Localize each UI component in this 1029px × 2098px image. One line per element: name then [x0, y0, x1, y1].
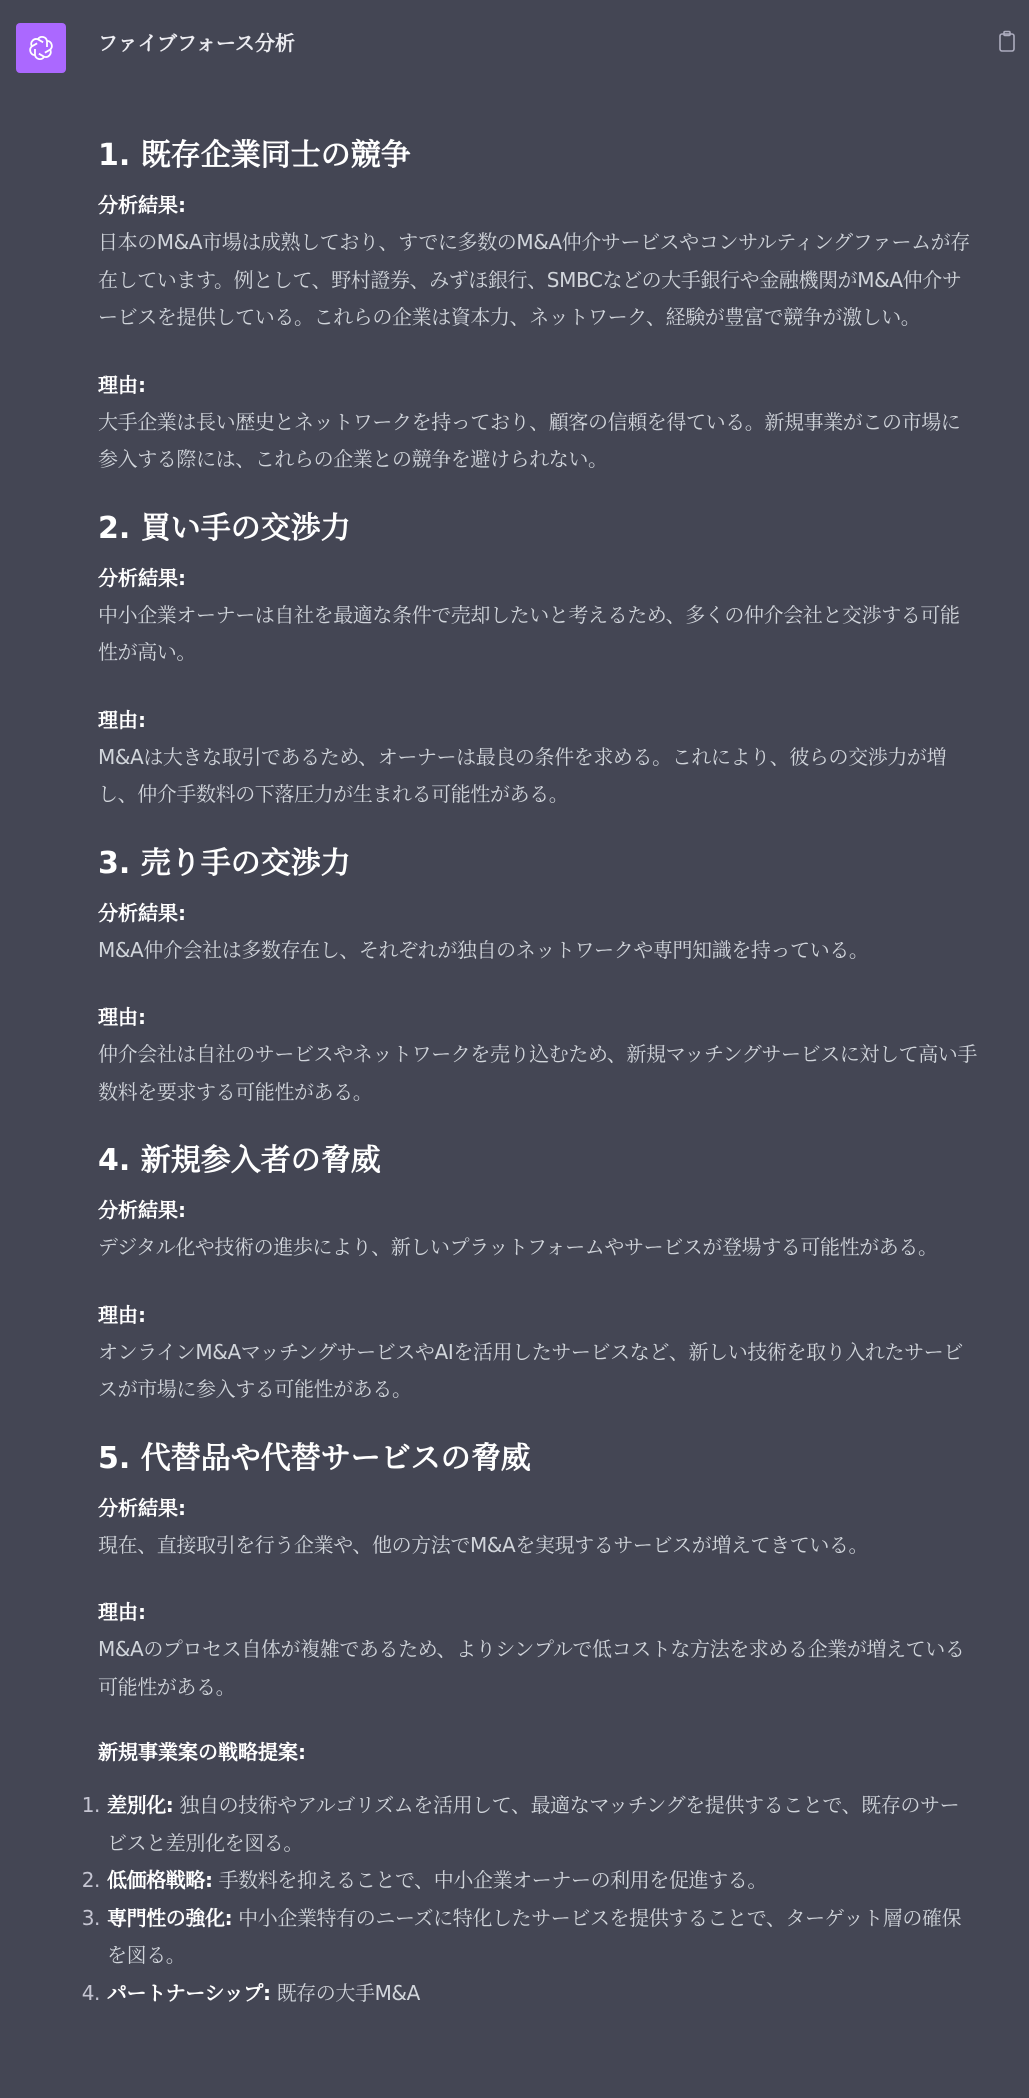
reason-block [98, 367, 978, 479]
result-label: 分析結果: [98, 1198, 186, 1222]
reason-label: 理由: [98, 707, 146, 732]
item-text: 独自の技術やアルゴリズムを活用して、最適なマッチングを提供することで、既存のサービスと差別化を図る。 [107, 1793, 960, 1855]
section-heading: 4. 新規参入者の脅威 [98, 1143, 381, 1178]
section-supplier-power [98, 844, 978, 1112]
clipboard-icon [998, 30, 1016, 52]
list-item [81, 1862, 978, 1900]
strategy-list [81, 1787, 978, 2012]
reason-text: オンラインM&AマッチングサービスやAIを活用したサービスなど、新しい技術を取り入れたサービスが市場に参入する可能性がある。 [98, 1339, 963, 1401]
list-number: 3. [81, 1905, 100, 1930]
list-number: 1. [81, 1793, 100, 1817]
strategy-title: 新規事業案の戦略提案: [98, 1740, 306, 1764]
reason-block [98, 1594, 978, 1706]
list-item [81, 1900, 978, 1975]
reason-text: M&Aのプロセス自体が複雑であるため、よりシンプルで低コストな方法を求める企業が増えている可能性がある。 [98, 1637, 965, 1699]
message-title: ファイブフォース分析 [98, 31, 295, 55]
result-text: M&A仲介会社は多数存在し、それぞれが独自のネットワークや専門知識を持っている。 [98, 937, 869, 962]
section-heading: 5. 代替品や代替サービスの脅威 [98, 1440, 531, 1476]
item-text: 中小企業特有のニーズに特化したサービスを提供することで、ターゲット層の確保を図る。 [107, 1905, 962, 1967]
section-threat-of-substitutes [98, 1439, 978, 1707]
analysis-result-block [98, 1192, 978, 1267]
section-competitive-rivalry [98, 136, 978, 479]
list-number: 4. [81, 1980, 100, 2005]
section-heading: 2. 買い手の交渉力 [98, 510, 351, 546]
item-text: 既存の大手M&A [270, 1980, 420, 2005]
reason-block [98, 702, 978, 814]
section-threat-of-new-entrants [98, 1141, 978, 1409]
reason-label: 理由: [98, 1302, 146, 1327]
reason-block [98, 1297, 978, 1409]
section-buyer-power [98, 509, 978, 814]
result-label: 分析結果: [98, 193, 186, 217]
reason-block [98, 999, 978, 1111]
analysis-result-block [98, 1490, 978, 1565]
item-keyword: 専門性の強化: [107, 1905, 233, 1930]
assistant-avatar [16, 23, 66, 73]
list-item [81, 1787, 978, 1862]
item-keyword: 低価格戦略: [107, 1868, 213, 1892]
item-keyword: パートナーシップ: [107, 1980, 271, 2005]
assistant-message [81, 26, 978, 2012]
item-keyword: 差別化: [107, 1793, 174, 1817]
section-heading: 1. 既存企業同士の競争 [98, 138, 411, 173]
item-text: 手数料を抑えることで、中小企業オーナーの利用を促進する。 [212, 1868, 767, 1892]
analysis-result-block [98, 560, 978, 672]
reason-text: 大手企業は長い歴史とネットワークを持っており、顧客の信頼を得ている。新規事業がこの市場に参入する際には、これらの企業との競争を避けられない。 [98, 409, 961, 471]
result-text: 現在、直接取引を行う企業や、他の方法でM&Aを実現するサービスが増えてきている。 [98, 1532, 869, 1557]
result-text: 中小企業オーナーは自社を最適な条件で売却したいと考えるため、多くの仲介会社と交渉する可能性が高い。 [98, 602, 960, 664]
section-heading: 3. 売り手の交渉力 [98, 845, 351, 881]
result-label: 分析結果: [98, 565, 186, 590]
analysis-result-block [98, 895, 978, 970]
list-item [81, 1975, 978, 2013]
openai-logo-icon [27, 34, 55, 62]
analysis-result-block [98, 187, 978, 337]
result-label: 分析結果: [98, 1495, 186, 1520]
copy-button[interactable] [996, 28, 1018, 54]
result-text: デジタル化や技術の進歩により、新しいプラットフォームやサービスが登場する可能性がある。 [98, 1235, 938, 1259]
reason-text: 仲介会社は自社のサービスやネットワークを売り込むため、新規マッチングサービスに対して高い手数料を要求する可能性がある。 [98, 1042, 977, 1104]
reason-label: 理由: [98, 1600, 146, 1624]
list-number: 2. [81, 1868, 100, 1892]
reason-label: 理由: [98, 372, 146, 397]
reason-text: M&Aは大きな取引であるため、オーナーは最良の条件を求める。これにより、彼らの交渉力が増し、仲介手数料の下落圧力が生まれる可能性がある。 [98, 744, 947, 806]
result-text: 日本のM&A市場は成熟しており、すでに多数のM&A仲介サービスやコンサルティングファームが存在しています。例として、野村證券、みずほ銀行、SMBCなどの大手銀行や金融機関がM&A仲介サービスを提供している。これらの企業は資本力、ネットワーク、経験が豊富で競争が激しい。 [98, 230, 970, 329]
strategy-section [81, 1734, 978, 2012]
result-label: 分析結果: [98, 900, 186, 925]
reason-label: 理由: [98, 1005, 146, 1029]
